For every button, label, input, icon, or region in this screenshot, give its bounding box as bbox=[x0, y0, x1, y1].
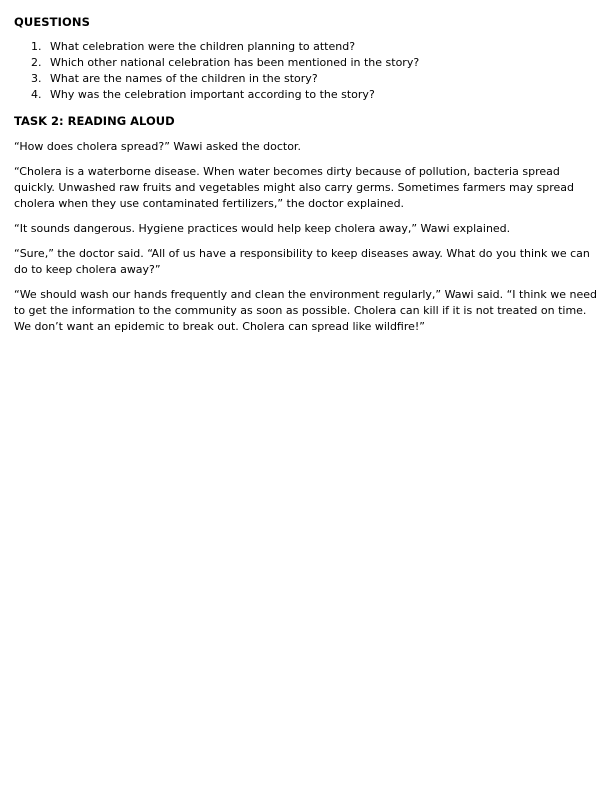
question-number: 2. bbox=[31, 56, 42, 69]
task-heading: TASK 2: READING ALOUD bbox=[14, 114, 175, 128]
question-text: What celebration were the children planning to attend? bbox=[50, 40, 356, 53]
questions-heading: QUESTIONS bbox=[14, 15, 90, 29]
questions-list bbox=[14, 39, 598, 103]
story-paragraph: “Cholera is a waterborne disease. When water becomes dirty because of pollution, bacteria spread quickly. Unwashed raw fruits and vegetables might also carry germs. Sometimes farmers may spread cholera when they use contaminated fertilizers,” the doctor explained. bbox=[14, 165, 575, 210]
story-paragraph: “It sounds dangerous. Hygiene practices would help keep cholera away,” Wawi explained. bbox=[14, 222, 511, 235]
question-text: Which other national celebration has been mentioned in the story? bbox=[50, 56, 420, 69]
story-paragraph: “Sure,” the doctor said. “All of us have a responsibility to keep diseases away. What do you think we can do to keep cholera away?” bbox=[14, 247, 590, 276]
question-item bbox=[31, 55, 598, 71]
question-item bbox=[31, 71, 598, 87]
question-text: What are the names of the children in the story? bbox=[50, 72, 318, 85]
question-text: Why was the celebration important according to the story? bbox=[50, 88, 375, 101]
story-paragraph: “We should wash our hands frequently and clean the environment regularly,” Wawi said. “I think we need to get the information to the community as soon as possible. Cholera can kill if it is not treated on time. We don’t want an epidemic to break out. Cholera can spread like wildfire!” bbox=[14, 288, 597, 333]
question-item bbox=[31, 87, 598, 103]
question-number: 4. bbox=[31, 88, 42, 101]
question-number: 3. bbox=[31, 72, 42, 85]
question-number: 1. bbox=[31, 40, 42, 53]
story-paragraph: “How does cholera spread?” Wawi asked the doctor. bbox=[14, 140, 301, 153]
document-page bbox=[14, 14, 598, 344]
question-item bbox=[31, 39, 598, 55]
